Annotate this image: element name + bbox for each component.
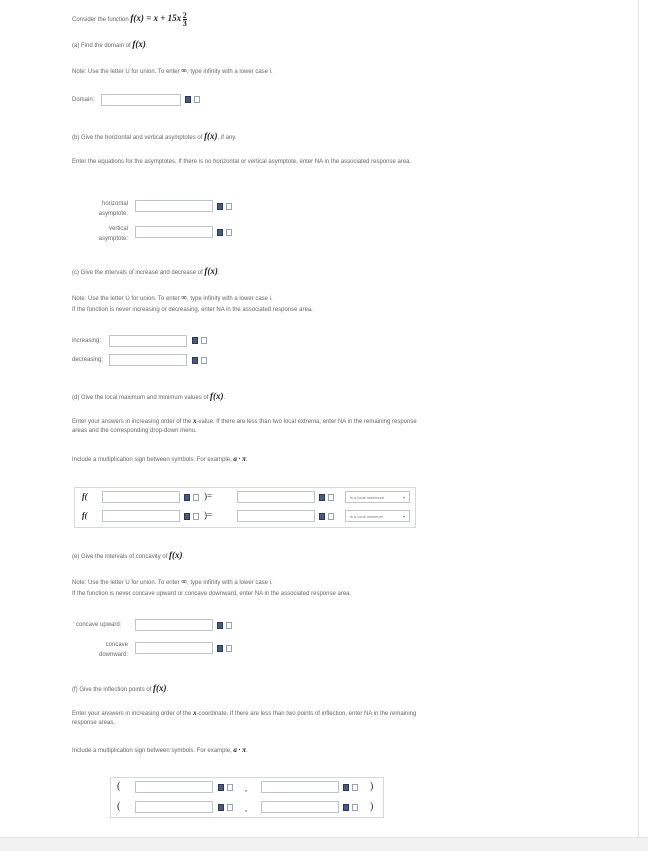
part-f-multiplication-note: Include a multiplication sign between symbols. For example, a · π. bbox=[72, 746, 248, 754]
part-d-heading: (d) Give the local maximum and minimum values of f(x). bbox=[72, 391, 226, 401]
chevron-down-icon: ▾ bbox=[402, 513, 405, 519]
increasing-input[interactable] bbox=[109, 335, 187, 347]
equation-editor-icon[interactable] bbox=[217, 229, 223, 236]
part-c-note: Note: Use the letter U for union. To enter ∞, type infinity with a lower case i. bbox=[72, 293, 273, 302]
part-f-instructions: Enter your answers in increasing order of the x-coordinate. If there are less than two points of inflection, enter NA in the remaining response areas. bbox=[72, 709, 417, 726]
decreasing-label: decreasing: bbox=[72, 357, 104, 363]
decreasing-input[interactable] bbox=[109, 354, 187, 366]
equation-editor-icon[interactable] bbox=[319, 494, 325, 501]
equation-editor-icon[interactable] bbox=[218, 784, 224, 791]
document-icon[interactable] bbox=[194, 96, 200, 103]
equation-editor-icon[interactable] bbox=[192, 337, 198, 344]
inflection-row2-open-paren: ( bbox=[117, 801, 121, 812]
extrema-row1-equals: )= bbox=[204, 491, 213, 501]
equation-editor-icon[interactable] bbox=[184, 494, 190, 501]
extrema-row1-value-input[interactable] bbox=[237, 491, 315, 503]
document-icon[interactable] bbox=[227, 804, 233, 811]
part-d-multiplication-note: Include a multiplication sign between symbols. For example, a · π. bbox=[72, 455, 248, 463]
part-d-instructions: Enter your answers in increasing order of the x-value. If there are less than two local extrema, enter NA in the remaining response areas and the corresponding drop-down menu. bbox=[72, 417, 417, 434]
concave-upward-input[interactable] bbox=[135, 619, 213, 631]
document-icon[interactable] bbox=[201, 357, 207, 364]
inflection-row1-y-input[interactable] bbox=[261, 781, 339, 793]
concave-upward-label: concave upward: bbox=[76, 622, 122, 628]
document-icon[interactable] bbox=[193, 494, 199, 501]
increasing-label: increasing: bbox=[72, 338, 102, 344]
document-icon[interactable] bbox=[226, 203, 232, 210]
concave-downward-input[interactable] bbox=[135, 642, 213, 654]
equation-editor-icon[interactable] bbox=[218, 804, 224, 811]
part-b-instructions: Enter the equations for the asymptotes. If there is no horizontal or vertical asymptote, enter NA in the associated response area. bbox=[72, 159, 412, 165]
equation-editor-icon[interactable] bbox=[217, 203, 223, 210]
part-a-note: Note: Use the letter U for union. To enter ∞, type infinity with a lower case i. bbox=[72, 66, 273, 75]
part-e-heading: (e) Give the intervals of concavity of f(x). bbox=[72, 550, 185, 560]
infinity-symbol: ∞ bbox=[181, 293, 187, 302]
inflection-row1-comma: , bbox=[245, 784, 247, 793]
part-f-heading: (f) Give the inflection points of f(x). bbox=[72, 683, 169, 693]
concave-downward-label: concave downward: bbox=[98, 642, 128, 658]
exponent-fraction: $\frac{2}{3}$ bbox=[182, 11, 187, 28]
document-icon[interactable] bbox=[193, 513, 199, 520]
inflection-row1-close-paren: ) bbox=[370, 781, 374, 792]
part-e-note2: If the function is never concave upward or concave downward, enter NA in the associated response area. bbox=[72, 591, 352, 597]
document-icon[interactable] bbox=[226, 645, 232, 652]
equation-editor-icon[interactable] bbox=[343, 784, 349, 791]
equation-editor-icon[interactable] bbox=[192, 357, 198, 364]
extrema-row1-type-select[interactable]: is a local maximum ▾ bbox=[345, 491, 410, 503]
vertical-asymptote-label: vertical asymptote: bbox=[98, 226, 128, 242]
document-icon[interactable] bbox=[352, 784, 358, 791]
horizontal-asymptote-label: horizontal asymptote: bbox=[98, 201, 128, 217]
extrema-row2-equals: )= bbox=[204, 510, 213, 520]
inflection-row1-x-input[interactable] bbox=[135, 781, 213, 793]
inflection-row1-open-paren: ( bbox=[117, 781, 121, 792]
problem-statement: Consider the function f(x) = x + 15x $\frac{2}{3}$ . bbox=[72, 11, 191, 28]
function-expression: f(x) = x + 15x bbox=[130, 13, 182, 24]
inflection-row2-comma: , bbox=[245, 804, 247, 813]
chevron-down-icon: ▾ bbox=[402, 494, 405, 500]
page-right-border bbox=[638, 0, 639, 837]
document-icon[interactable] bbox=[226, 229, 232, 236]
extrema-row2-f: f( bbox=[82, 511, 88, 520]
equation-editor-icon[interactable] bbox=[343, 804, 349, 811]
part-c-heading: (c) Give the intervals of increase and decrease of f(x). bbox=[72, 266, 220, 276]
part-c-note2: If the function is never increasing or decreasing, enter NA in the associated response area. bbox=[72, 307, 313, 313]
page-footer-bar bbox=[0, 837, 648, 851]
part-e-note: Note: Use the letter U for union. To enter ∞, type infinity with a lower case i. bbox=[72, 577, 273, 586]
equation-editor-icon[interactable] bbox=[217, 645, 223, 652]
part-b-heading: (b) Give the horizontal and vertical asymptotes of f(x), if any. bbox=[72, 131, 237, 141]
vertical-asymptote-input[interactable] bbox=[135, 226, 213, 238]
equation-editor-icon[interactable] bbox=[319, 513, 325, 520]
domain-label: Domain: bbox=[72, 97, 95, 103]
extrema-row2-type-select[interactable]: is a local minimum ▾ bbox=[345, 510, 410, 522]
extrema-row1-x-input[interactable] bbox=[102, 491, 180, 503]
infinity-symbol: ∞ bbox=[181, 577, 187, 586]
extrema-row1-f: f( bbox=[82, 492, 88, 501]
inflection-row2-x-input[interactable] bbox=[135, 801, 213, 813]
equation-editor-icon[interactable] bbox=[184, 513, 190, 520]
document-icon[interactable] bbox=[328, 513, 334, 520]
document-icon[interactable] bbox=[226, 622, 232, 629]
horizontal-asymptote-input[interactable] bbox=[135, 200, 213, 212]
extrema-row2-value-input[interactable] bbox=[237, 510, 315, 522]
equation-editor-icon[interactable] bbox=[185, 96, 191, 103]
infinity-symbol: ∞ bbox=[181, 66, 187, 75]
document-icon[interactable] bbox=[328, 494, 334, 501]
equation-editor-icon[interactable] bbox=[217, 622, 223, 629]
domain-input[interactable] bbox=[101, 94, 181, 106]
extrema-row2-x-input[interactable] bbox=[102, 510, 180, 522]
inflection-row2-y-input[interactable] bbox=[261, 801, 339, 813]
inflection-row2-close-paren: ) bbox=[370, 801, 374, 812]
document-icon[interactable] bbox=[227, 784, 233, 791]
document-icon[interactable] bbox=[352, 804, 358, 811]
document-icon[interactable] bbox=[201, 337, 207, 344]
part-a-heading: (a) Find the domain of f(x). bbox=[72, 39, 148, 49]
intro-text: Consider the function bbox=[72, 17, 131, 24]
